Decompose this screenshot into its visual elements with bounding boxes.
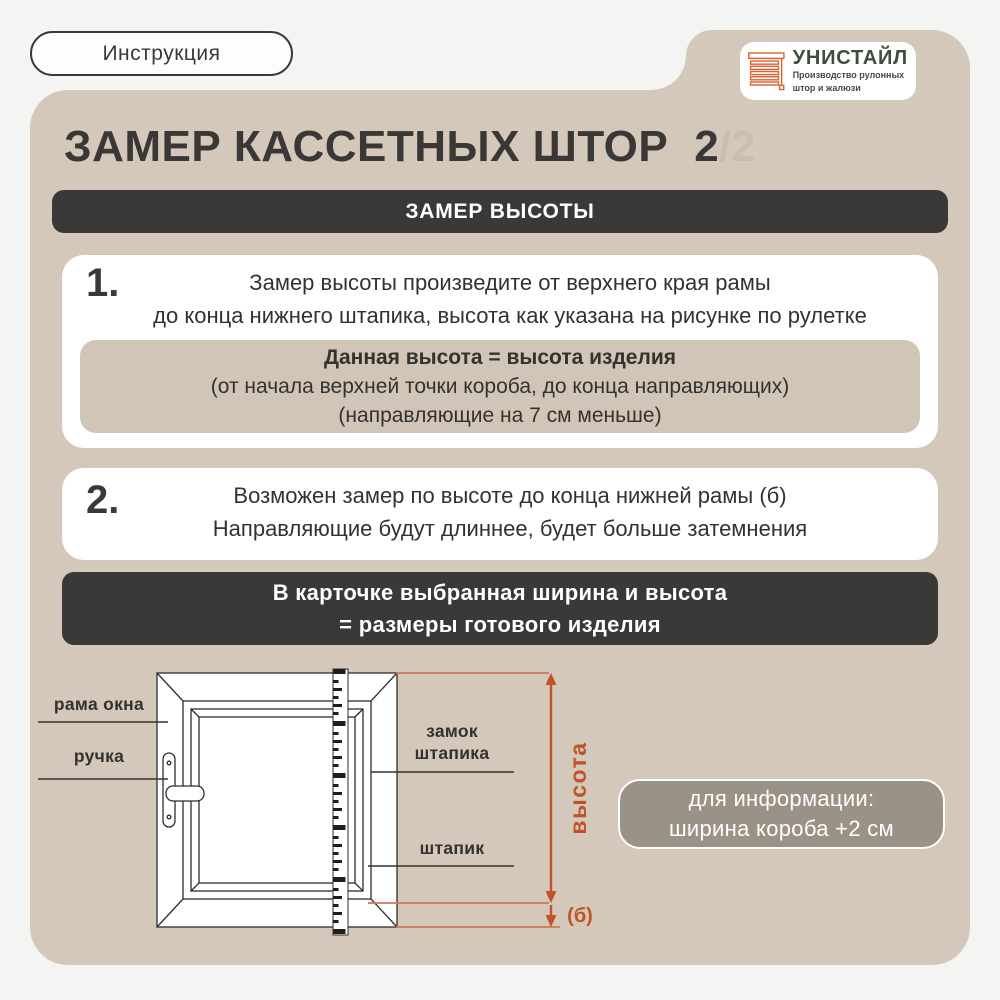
company-logo <box>740 42 916 100</box>
step1-note-line1: Данная высота = высота изделия <box>324 346 676 369</box>
step2-text-line2: Направляющие будут длиннее, будет больше затемнения <box>212 516 808 541</box>
step2-number: 2. <box>86 478 120 522</box>
label-bead-lock-line1: замок <box>426 721 478 741</box>
info-box-line2: ширина короба +2 см <box>668 816 894 841</box>
height-dimension-line <box>546 673 557 927</box>
step1-text-line1: Замер высоты произведите от верхнего края рамы <box>249 270 771 295</box>
step1-note-line2: (от начала верхней точки короба, до конца направляющих) <box>210 375 790 398</box>
step2-text-line1: Возможен замер по высоте до конца нижней рамы (б) <box>233 483 787 508</box>
logo-text-block <box>793 48 908 94</box>
page-counter-current: 2 <box>694 122 719 171</box>
step1-number: 1. <box>86 261 120 305</box>
step1-text-line2: до конца нижнего штапика, высота как указана на рисунке по рулетке <box>153 303 867 328</box>
page-title-text: ЗАМЕР КАССЕТНЫХ ШТОР <box>64 122 669 171</box>
label-window-frame: рама окна <box>53 694 145 714</box>
page-title <box>64 122 755 172</box>
section-banner-height <box>52 190 948 233</box>
section-banner-height-label: ЗАМЕР ВЫСОТЫ <box>405 199 595 223</box>
step1-note-box <box>80 340 920 433</box>
label-b-measure: (б) <box>567 905 593 927</box>
section-banner-sizes <box>62 572 938 645</box>
step1-text <box>102 266 918 332</box>
step1-card <box>62 255 938 448</box>
logo-name: УНИСТАЙЛ <box>792 47 908 69</box>
section-banner-sizes-line2: = размеры готового изделия <box>339 611 661 637</box>
logo-tagline-line1: Производство рулонных <box>792 70 905 80</box>
page-counter <box>694 122 755 172</box>
step2-card <box>62 468 938 560</box>
info-box-line1: для информации: <box>688 786 875 811</box>
card-tab-fillet <box>652 56 686 90</box>
instruction-badge-label: Инструкция <box>102 41 221 65</box>
info-box <box>618 779 945 849</box>
section-banner-sizes-line1: В карточке выбранная ширина и высота <box>272 579 728 605</box>
blinds-icon <box>747 48 787 94</box>
measuring-tape <box>333 669 348 935</box>
step1-note-line3: (направляющие на 7 см меньше) <box>338 404 662 427</box>
logo-tagline-line2: штор и жалюзи <box>792 83 861 93</box>
label-bead: штапик <box>419 838 485 858</box>
label-handle: ручка <box>73 746 125 766</box>
label-bead-lock-line2: штапика <box>414 743 490 763</box>
label-height-vertical: высота <box>565 741 591 835</box>
step2-text <box>102 479 918 545</box>
instruction-badge <box>30 31 293 76</box>
page-counter-total: /2 <box>718 122 756 171</box>
